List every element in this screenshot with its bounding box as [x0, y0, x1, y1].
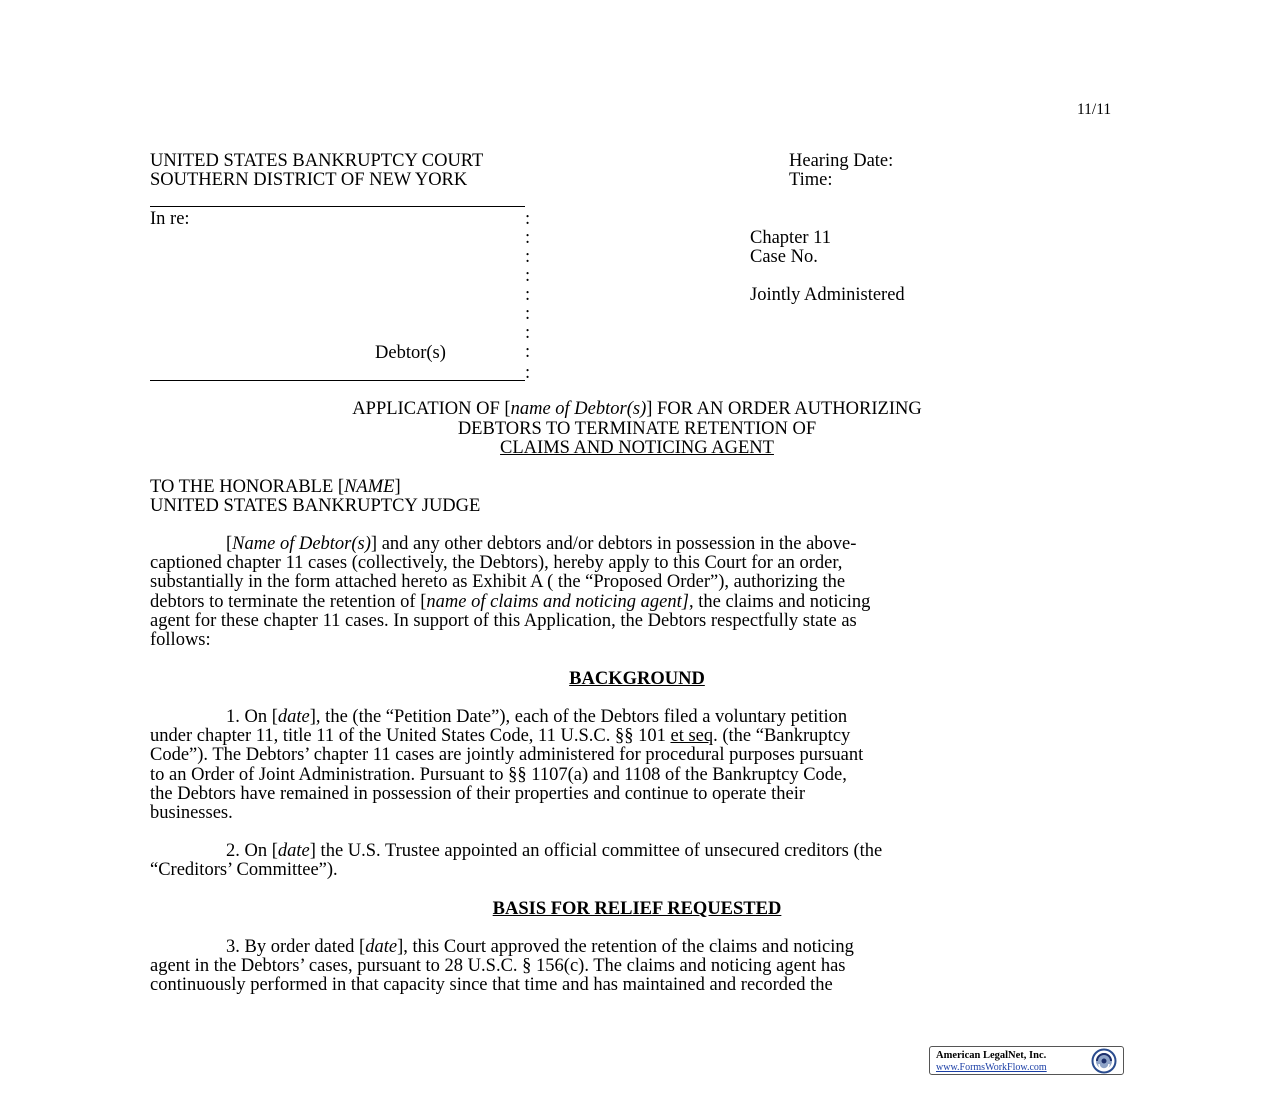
caption-top-rule	[150, 206, 525, 207]
caption-colon: :	[525, 342, 531, 362]
time-label: Time:	[789, 170, 833, 190]
caption-colon: :	[525, 266, 531, 286]
paragraph-1: 1. On [date], the (the “Petition Date”), each of the Debtors filed a voluntary petition under chapter 11, title 11 of the United States Code, 11 U.S.C. §§ 101 et seq. (the “Bankruptcy Code”). The Debtors’ chapter 11 cases are jointly administered for procedural purposes pursuant to an Order of Joint Administration. Pursuant to §§ 1107(a) and 1108 of the Bankruptcy Code, the Debtors have remained in possession of their properties and continue to operate their businesses.	[150, 707, 864, 824]
court-name: UNITED STATES BANKRUPTCY COURT	[150, 151, 484, 171]
background-heading: BACKGROUND	[569, 669, 705, 689]
debtor-label: Debtor(s)	[375, 343, 446, 363]
hearing-date-label: Hearing Date:	[789, 151, 894, 171]
relief-heading: BASIS FOR RELIEF REQUESTED	[492, 899, 782, 919]
paragraph-3: 3. By order dated [date], this Court approved the retention of the claims and noticing agent in the Debtors’ cases, pursuant to 28 U.S.C. § 156(c). The claims and noticing agent has continuously performed in that capacity since that time and has maintained and recorded the	[150, 937, 854, 996]
title-line-2: DEBTORS TO TERMINATE RETENTION OF	[457, 419, 817, 439]
caption-colon: :	[525, 247, 531, 267]
chapter-label: Chapter 11	[750, 228, 832, 248]
title-line-1: APPLICATION OF [name of Debtor(s)] FOR AN ORDER AUTHORIZING	[352, 399, 922, 419]
case-no-label: Case No.	[750, 247, 818, 267]
caption-bottom-rule	[150, 380, 525, 381]
paragraph-2: 2. On [date] the U.S. Trustee appointed an official committee of unsecured creditors (the “Creditors’ Committee”).	[150, 841, 883, 881]
caption-colon: :	[525, 285, 531, 305]
caption-colon: :	[525, 209, 531, 229]
caption-colon: :	[525, 363, 531, 383]
in-re-label: In re:	[150, 209, 190, 229]
caption-colon: :	[525, 323, 531, 343]
legalnet-badge[interactable]	[929, 1046, 1124, 1075]
legalnet-logo-icon	[1087, 1048, 1121, 1074]
form-code: 11/11	[1077, 101, 1112, 118]
addressee-line-2: UNITED STATES BANKRUPTCY JUDGE	[150, 496, 481, 516]
badge-company: American LegalNet, Inc.	[936, 1050, 1047, 1061]
caption-colon: :	[525, 228, 531, 248]
addressee-line-1: TO THE HONORABLE [NAME]	[150, 477, 401, 497]
court-district: SOUTHERN DISTRICT OF NEW YORK	[150, 170, 468, 190]
title-line-3: CLAIMS AND NOTICING AGENT	[500, 438, 774, 458]
caption-colon: :	[525, 304, 531, 324]
badge-url-link[interactable]: www.FormsWorkFlow.com	[936, 1062, 1047, 1073]
intro-paragraph: [Name of Debtor(s)] and any other debtors and/or debtors in possession in the above- captioned chapter 11 cases (collectively, the Debtors), hereby apply to this Court for an order, substantially in the form attached hereto as Exhibit A ( the “Proposed Order”), authorizing the debtors to terminate the retention of [name of claims and noticing agent], the claims and noticing agent for these chapter 11 cases. In support of this Application, the Debtors respectfully state as follows:	[150, 534, 871, 651]
jointly-administered-label: Jointly Administered	[750, 285, 905, 305]
